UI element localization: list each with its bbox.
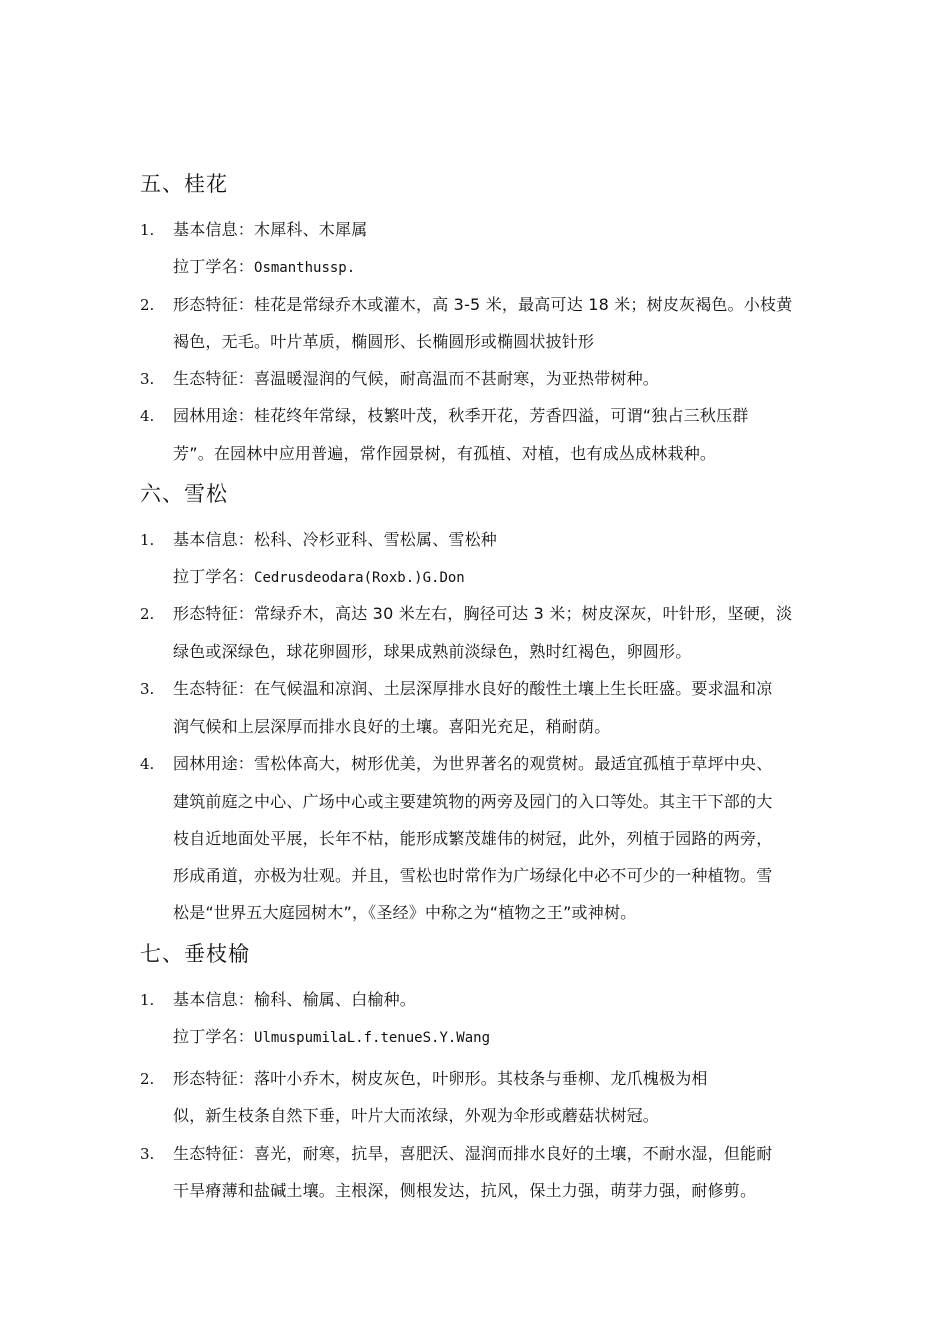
section-title-weeping-elm: 七、垂枝榆 [140,942,250,966]
item-number: 2. [140,1070,155,1088]
latin-name: Cedrusdeodara(Roxb.)G.Don [254,570,465,586]
section-title-cedar: 六、雪松 [140,482,228,506]
latin-label: 拉丁学名： [173,257,255,276]
latin-name-line [173,256,355,279]
ecology-line: 干旱瘠薄和盐碱土壤。主根深，侧根发达，抗风，保土力强，萌芽力强，耐修剪。 [173,1181,757,1200]
basic-info-line: 基本信息：松科、冷杉亚科、雪松属、雪松种 [173,530,498,549]
item-number: 3. [140,1145,155,1163]
basic-info-line: 基本信息：榆科、榆属、白榆种。 [173,990,417,1009]
landscape-use-line: 园林用途：桂花终年常绿，枝繁叶茂，秋季开花，芳香四溢，可谓“独占三秋压群 [173,406,749,425]
item-number: 2. [140,296,155,314]
ecology-line: 生态特征：喜光，耐寒，抗旱，喜肥沃、湿润而排水良好的土壤，不耐水湿，但能耐 [173,1144,773,1163]
item-number: 1. [140,531,155,549]
item-number: 3. [140,680,155,698]
landscape-use-line: 松是“世界五大庭园树木”，《圣经》中称之为“植物之王”或神树。 [173,903,637,922]
item-number: 2. [140,605,155,623]
section-title-osmanthus: 五、桂花 [140,172,228,196]
morphology-line: 褐色，无毛。叶片革质，椭圆形、长椭圆形或椭圆状披针形 [173,332,595,351]
item-number: 3. [140,370,155,388]
latin-name: UlmuspumilaL.f.tenueS.Y.Wang [254,1030,491,1046]
item-number: 1. [140,221,155,239]
landscape-use-line: 园林用途：雪松体高大，树形优美，为世界著名的观赏树。最适宜孤植于草坪中央、 [173,754,773,773]
item-number: 4. [140,755,155,773]
landscape-use-line: 枝自近地面处平展，长年不枯，能形成繁茂雄伟的树冠，此外，列植于园路的两旁， [173,829,773,848]
landscape-use-line: 芳”。在园林中应用普遍，常作园景树，有孤植、对植，也有成丛成林栽种。 [173,444,717,463]
ecology-line: 生态特征：喜温暖湿润的气候，耐高温而不甚耐寒，为亚热带树种。 [173,369,660,388]
latin-label: 拉丁学名： [173,567,255,586]
landscape-use-line: 形成甬道，亦极为壮观。并且，雪松也时常作为广场绿化中必不可少的一种植物。雪 [173,866,773,885]
ecology-line: 生态特征：在气候温和凉润、土层深厚排水良好的酸性土壤上生长旺盛。要求温和凉 [173,679,773,698]
latin-name: Osmanthussp. [254,260,356,276]
latin-name-line [173,566,465,589]
latin-label: 拉丁学名： [173,1027,255,1046]
ecology-line: 润气候和上层深厚而排水良好的土壤。喜阳光充足，稍耐荫。 [173,717,611,736]
item-number: 1. [140,991,155,1009]
morphology-line: 形态特征：落叶小乔木，树皮灰色，叶卵形。其枝条与垂柳、龙爪槐极为相 [173,1069,708,1088]
item-number: 4. [140,407,155,425]
morphology-line: 形态特征：桂花是常绿乔木或灌木，高 3-5 米，最高可达 18 米；树皮灰褐色。小枝黄 [173,295,793,314]
morphology-line: 似，新生枝条自然下垂，叶片大而浓绿，外观为伞形或蘑菇状树冠。 [173,1106,660,1125]
latin-name-line [173,1026,490,1049]
basic-info-line: 基本信息：木犀科、木犀属 [173,220,368,239]
landscape-use-line: 建筑前庭之中心、广场中心或主要建筑物的两旁及园门的入口等处。其主干下部的大 [173,792,773,811]
morphology-line: 形态特征：常绿乔木，高达 30 米左右，胸径可达 3 米；树皮深灰，叶针形，坚硬，淡 [173,604,793,623]
morphology-line: 绿色或深绿色，球花卵圆形，球果成熟前淡绿色，熟时红褐色，卵圆形。 [173,642,692,661]
